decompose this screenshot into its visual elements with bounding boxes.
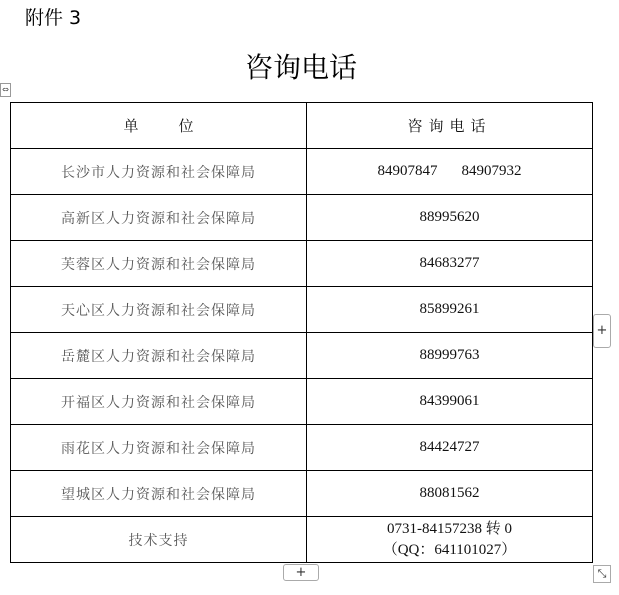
unit-cell: 开福区人力资源和社会保障局 (11, 379, 307, 425)
unit-cell: 天心区人力资源和社会保障局 (11, 287, 307, 333)
table-row (11, 149, 593, 195)
attachment-label: 附件 3 (25, 7, 82, 29)
table-row (11, 241, 593, 287)
phone-number: 88999763 (419, 347, 480, 363)
phone-cell (307, 241, 593, 287)
move-icon[interactable]: ⇔ (0, 83, 11, 97)
unit-cell: 技术支持 (11, 517, 307, 563)
table-row (11, 333, 593, 379)
phone-cell (307, 425, 593, 471)
unit-cell: 高新区人力资源和社会保障局 (11, 195, 307, 241)
unit-cell: 长沙市人力资源和社会保障局 (11, 149, 307, 195)
table-row (11, 379, 593, 425)
unit-cell: 望城区人力资源和社会保障局 (11, 471, 307, 517)
phone-number: 85899261 (419, 301, 480, 317)
phone-number: 84399061 (419, 393, 480, 409)
phone-cell (307, 149, 593, 195)
phone-number: 84907932 (461, 163, 522, 179)
add-column-button[interactable] (593, 314, 611, 348)
tech-support-qq: （QQ：641101027） (382, 541, 517, 558)
column-header-phone: 咨询电话 (307, 103, 593, 149)
table-row (11, 471, 593, 517)
tech-support-phone: 0731-84157238 转 0 (387, 520, 512, 537)
phone-cell (307, 287, 593, 333)
plus-icon: + (596, 323, 608, 338)
table-header-row (11, 103, 593, 149)
phone-cell (307, 471, 593, 517)
resize-diagonal-icon[interactable]: ⤡ (593, 565, 611, 583)
table-row (11, 287, 593, 333)
phone-cell (307, 333, 593, 379)
table-row (11, 425, 593, 471)
phone-cell (307, 379, 593, 425)
phone-number: 84683277 (419, 255, 480, 271)
table-row (11, 195, 593, 241)
phone-cell (307, 517, 593, 563)
phone-number: 88081562 (419, 485, 480, 501)
add-row-button[interactable] (283, 564, 319, 581)
consultation-phone-table (10, 102, 593, 563)
phone-number: 84907847 (377, 163, 438, 179)
unit-cell: 雨花区人力资源和社会保障局 (11, 425, 307, 471)
phone-number: 88995620 (419, 209, 480, 225)
phone-number: 84424727 (419, 439, 480, 455)
column-header-unit: 单位 (11, 103, 307, 149)
unit-cell: 岳麓区人力资源和社会保障局 (11, 333, 307, 379)
plus-icon: + (295, 565, 307, 580)
phone-cell (307, 195, 593, 241)
unit-cell: 芙蓉区人力资源和社会保障局 (11, 241, 307, 287)
table-row (11, 517, 593, 563)
document-title: 咨询电话 (244, 51, 357, 84)
